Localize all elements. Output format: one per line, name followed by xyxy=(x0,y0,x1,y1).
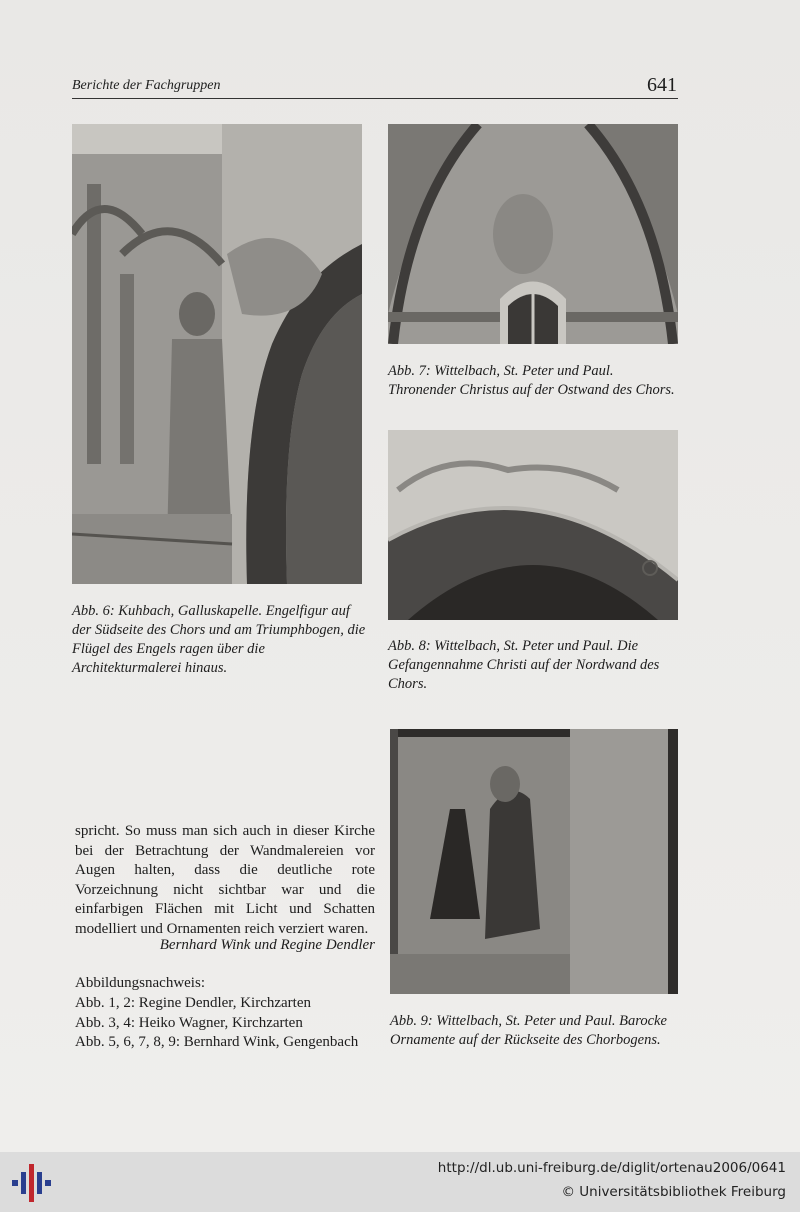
credit-item: Abb. 5, 6, 7, 8, 9: Bernhard Wink, Gengenbach xyxy=(75,1034,359,1050)
figure-7-caption: Abb. 7: Wittelbach, St. Peter und Paul. Thronender Christus auf der Ostwand des Chors. xyxy=(388,363,675,398)
figure-6-photo xyxy=(72,124,362,584)
viewer-footer xyxy=(0,1152,800,1212)
figure-9-caption: Abb. 9: Wittelbach, St. Peter und Paul. Barocke Ornamente auf der Rückseite des Chorbogens. xyxy=(390,1013,667,1048)
header-rule xyxy=(72,98,678,99)
university-library-logo-icon xyxy=(12,1164,52,1202)
figure-8-photo xyxy=(388,430,678,620)
credit-item: Abb. 3, 4: Heiko Wagner, Kirchzarten xyxy=(75,1014,303,1031)
page-number: 641 xyxy=(647,74,677,96)
figure-7-photo xyxy=(388,124,678,344)
body-paragraph: spricht. So muss man sich auch in dieser Kirche bei der Betrachtung der Wandmalereien vor Augen halten, dass die deutliche rote Vorzeichnung nicht sichtbar war und die einfarbigen Flächen mit Licht und Schatten modelliert und Ornamenten reich verziert waren. xyxy=(75,823,375,937)
credits-list xyxy=(75,994,375,1053)
running-header: Berichte der Fachgruppen xyxy=(72,78,221,93)
credit-item: Abb. 1, 2: Regine Dendler, Kirchzarten xyxy=(75,995,311,1011)
figure-8-caption: Abb. 8: Wittelbach, St. Peter und Paul. Die Gefangennahme Christi auf der Nordwand des Chors. xyxy=(388,638,660,692)
credits-title: Abbildungsnachweis: xyxy=(75,975,205,991)
article-authors: Bernhard Wink und Regine Dendler xyxy=(159,937,375,953)
copyright-notice: © Universitätsbibliothek Freiburg xyxy=(561,1184,786,1200)
document-url-link[interactable]: http://dl.ub.uni-freiburg.de/diglit/ortenau2006/0641 xyxy=(437,1160,786,1176)
figure-9-photo xyxy=(390,729,678,994)
figure-6-caption: Abb. 6: Kuhbach, Galluskapelle. Engelfigur auf der Südseite des Chors und am Triumphbogen, die Flügel des Engels ragen über die Architekturmalerei hinaus. xyxy=(72,603,366,676)
